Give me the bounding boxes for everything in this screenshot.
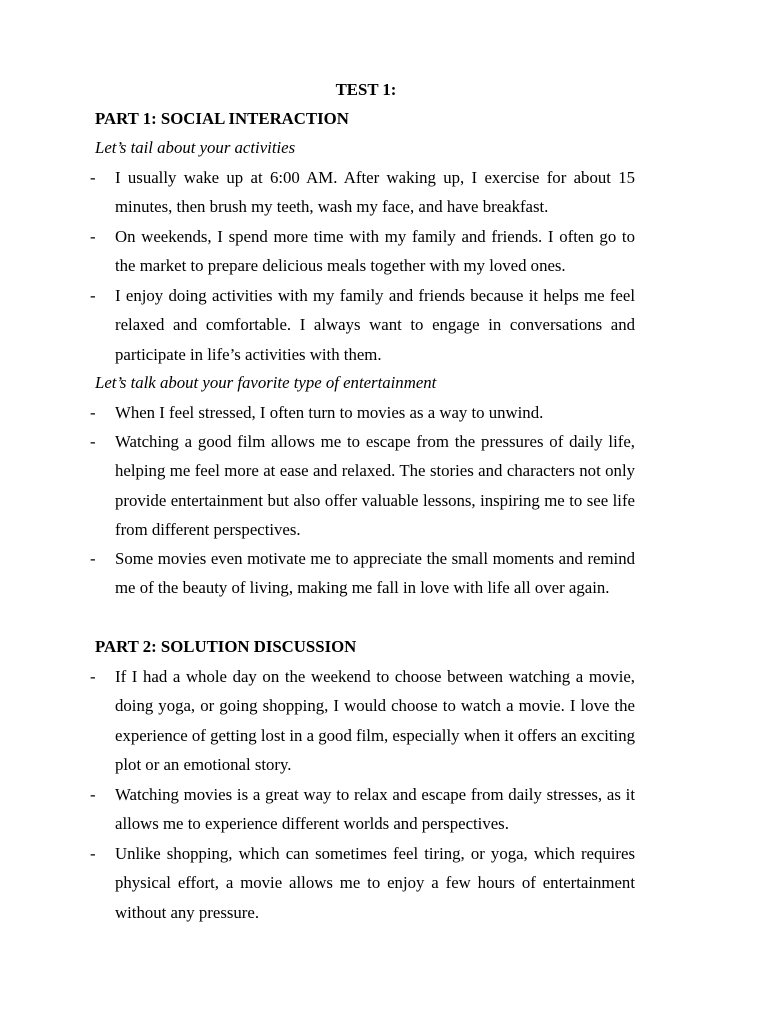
- list-item: Some movies even motivate me to appreciate the small moments and remind me of the beauty of living, making me fall in love with life all over again.: [115, 549, 635, 598]
- bullet-marker: -: [90, 844, 96, 863]
- part1-subheading-activities: Let’s tail about your activities: [95, 138, 296, 157]
- bullet-marker: -: [90, 168, 96, 187]
- bullet-marker: -: [90, 667, 96, 686]
- list-item: I usually wake up at 6:00 AM. After waking up, I exercise for about 15 minutes, then brush my teeth, wash my face, and have breakfast.: [115, 168, 635, 217]
- list-item: If I had a whole day on the weekend to choose between watching a movie, doing yoga, or going shopping, I would choose to watch a movie. I love the experience of getting lost in a good film, especially when it offers an exciting plot or an emotional story.: [115, 667, 635, 775]
- list-item: Watching movies is a great way to relax and escape from daily stresses, as it allows me to experience different worlds and perspectives.: [115, 785, 635, 834]
- part1-subheading-entertainment: Let’s talk about your favorite type of entertainment: [95, 373, 437, 392]
- bullet-marker: -: [90, 785, 96, 804]
- bullet-marker: -: [90, 432, 96, 451]
- bullet-marker: -: [90, 227, 96, 246]
- part2-heading: PART 2: SOLUTION DISCUSSION: [95, 637, 357, 656]
- list-item: I enjoy doing activities with my family and friends because it helps me feel relaxed and comfortable. I always want to engage in conversations and participate in life’s activities with them.: [115, 286, 635, 364]
- part1-heading: PART 1: SOCIAL INTERACTION: [95, 109, 349, 128]
- list-item: Watching a good film allows me to escape from the pressures of daily life, helping me feel more at ease and relaxed. The stories and characters not only provide entertainment but also offer valuable lessons, inspiring me to see life from different perspectives.: [115, 432, 635, 540]
- test-title: TEST 1:: [335, 80, 397, 99]
- list-item: Unlike shopping, which can sometimes feel tiring, or yoga, which requires physical effort, a movie allows me to enjoy a few hours of entertainment without any pressure.: [115, 844, 635, 922]
- bullet-marker: -: [90, 286, 96, 305]
- bullet-marker: -: [90, 549, 96, 568]
- list-item: When I feel stressed, I often turn to movies as a way to unwind.: [115, 403, 544, 422]
- bullet-marker: -: [90, 403, 96, 422]
- list-item: On weekends, I spend more time with my family and friends. I often go to the market to prepare delicious meals together with my loved ones.: [115, 227, 635, 276]
